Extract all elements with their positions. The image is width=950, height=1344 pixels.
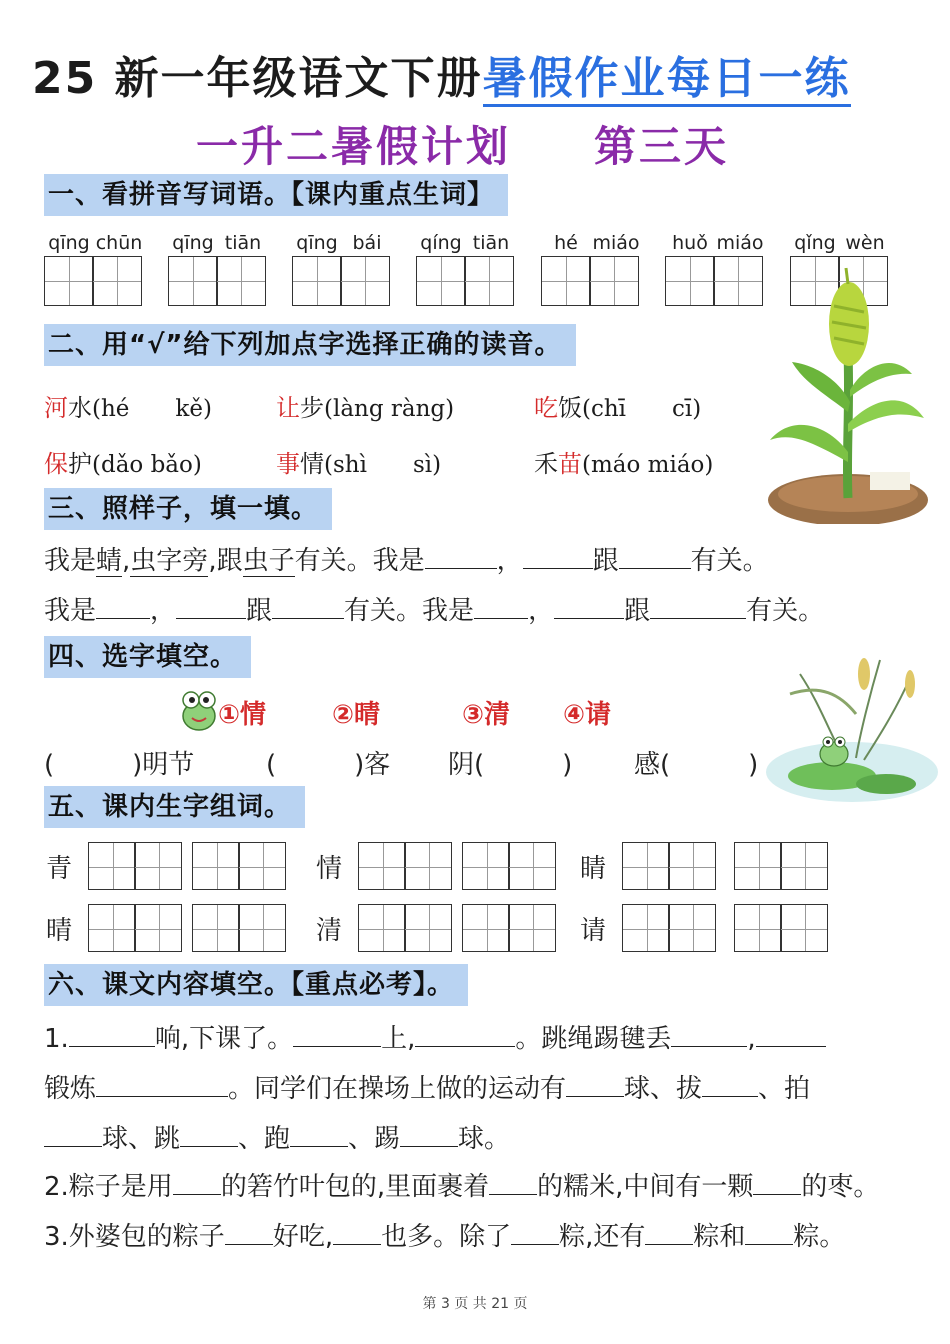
- writing-box[interactable]: [238, 904, 286, 952]
- pinyin-group: [416, 232, 516, 306]
- writing-box[interactable]: [780, 842, 828, 890]
- pron-item-3: 吃饭(chī cī): [534, 394, 702, 422]
- word-box-pair: [622, 902, 716, 952]
- option-2: ②晴: [332, 700, 381, 730]
- word-box-pair: [462, 902, 556, 952]
- writing-box[interactable]: [734, 904, 782, 952]
- s6-line-1: 1. 响,下课了。 上, 。跳绳踢毽丢 ,: [44, 1018, 826, 1055]
- word-box-pair: [88, 840, 182, 890]
- fill-blank-4: 感( ): [634, 750, 759, 780]
- word-box-pair: [358, 840, 452, 890]
- s6-line-5: 3.外婆包的粽子 好吃, 也多。除了 粽,还有 粽和 粽。: [44, 1222, 846, 1252]
- s3-line-1: 我是蜻,虫字旁,跟虫子有关。我是 ， 跟 有关。: [44, 546, 769, 576]
- pinyin-group: [292, 232, 392, 306]
- writing-box[interactable]: [88, 842, 136, 890]
- writing-box[interactable]: [622, 842, 670, 890]
- section-5-heading: 五、课内生字组词。: [44, 786, 305, 828]
- fill-blank-3: 阴( ): [448, 750, 573, 780]
- word-box-pair: [462, 840, 556, 890]
- pron-item-5: 事情(shì sì): [276, 450, 442, 478]
- pinyin-syllable: qīng: [48, 232, 90, 254]
- frog-pond-illustration: [760, 654, 938, 804]
- pron-item-2: 让步(làng ràng): [276, 394, 455, 422]
- writing-box[interactable]: [404, 904, 452, 952]
- word-box-pair: [734, 840, 828, 890]
- subtitle-day: 第三天: [594, 122, 730, 171]
- section-4-heading: 四、选字填空。: [44, 636, 251, 678]
- writing-box[interactable]: [622, 904, 670, 952]
- pinyin-syllable: wèn: [845, 232, 885, 254]
- option-1: ①情: [218, 700, 267, 730]
- pinyin-syllable: miáo: [716, 232, 764, 254]
- word-char: 青: [46, 854, 73, 884]
- word-char: 晴: [46, 916, 73, 946]
- word-box-pair: [622, 840, 716, 890]
- pinyin-syllable: huǒ: [672, 232, 708, 254]
- pinyin-group: [665, 232, 765, 306]
- pinyin-syllable: qīng: [296, 232, 338, 254]
- page-title: [32, 42, 851, 106]
- writing-box[interactable]: [292, 256, 342, 306]
- writing-box[interactable]: [92, 256, 142, 306]
- writing-box[interactable]: [780, 904, 828, 952]
- pinyin-syllable: chūn: [95, 232, 143, 254]
- writing-box[interactable]: [508, 842, 556, 890]
- sprout-illustration: [752, 262, 938, 524]
- s6-line-2: 锻炼 。同学们在操场上做的运动有 球、拔 、拍: [44, 1074, 811, 1104]
- section-1-heading: 一、看拼音写词语。【课内重点生词】: [44, 174, 508, 216]
- word-char: 请: [580, 916, 607, 946]
- writing-box[interactable]: [88, 904, 136, 952]
- writing-box[interactable]: [358, 842, 406, 890]
- pinyin-syllable: bái: [352, 232, 382, 254]
- word-char: 清: [316, 916, 343, 946]
- writing-box[interactable]: [668, 904, 716, 952]
- writing-box[interactable]: [734, 842, 782, 890]
- pinyin-syllable: qīng: [172, 232, 214, 254]
- writing-box[interactable]: [589, 256, 639, 306]
- section-2-heading: 二、用“√”给下列加点字选择正确的读音。: [44, 324, 576, 366]
- writing-box[interactable]: [541, 256, 591, 306]
- word-box-pair: [192, 902, 286, 952]
- fill-blank-1: ( )明节: [44, 750, 195, 780]
- pinyin-group: [541, 232, 641, 306]
- title-part1: 25 新一年级语文下册: [32, 53, 483, 104]
- writing-box[interactable]: [462, 904, 510, 952]
- writing-box[interactable]: [216, 256, 266, 306]
- writing-box[interactable]: [134, 842, 182, 890]
- writing-box[interactable]: [462, 842, 510, 890]
- pinyin-group: [44, 232, 144, 306]
- writing-box[interactable]: [340, 256, 390, 306]
- s6-line-3: 球、跳 、跑 、踢 球。: [44, 1118, 510, 1155]
- frog-icon: [178, 684, 220, 734]
- word-char: 情: [316, 854, 343, 884]
- writing-box[interactable]: [416, 256, 466, 306]
- writing-box[interactable]: [44, 256, 94, 306]
- word-box-pair: [734, 902, 828, 952]
- s3-line-2: 我是 ， 跟 有关。我是 ， 跟 有关。: [44, 596, 825, 626]
- word-box-pair: [358, 902, 452, 952]
- pron-item-6: 禾苗(máo miáo): [534, 450, 714, 478]
- writing-box[interactable]: [464, 256, 514, 306]
- option-3: ③清: [462, 700, 511, 730]
- writing-box[interactable]: [192, 842, 240, 890]
- pron-item-4: 保护(dǎo bǎo): [44, 450, 202, 478]
- writing-box[interactable]: [668, 842, 716, 890]
- writing-box[interactable]: [508, 904, 556, 952]
- pron-item-1: 河水(hé kě): [44, 394, 212, 422]
- pinyin-syllable: qǐng: [794, 232, 836, 254]
- s6-line-4: 2.粽子是用 的箬竹叶包的,里面裹着 的糯米,中间有一颗 的枣。: [44, 1172, 880, 1202]
- pinyin-syllable: tiān: [224, 232, 262, 254]
- writing-box[interactable]: [358, 904, 406, 952]
- title-part2: 暑假作业每日一练: [483, 53, 851, 107]
- subtitle-plan: 一升二暑假计划: [196, 122, 512, 171]
- writing-box[interactable]: [404, 842, 452, 890]
- writing-box[interactable]: [134, 904, 182, 952]
- option-4: ④请: [563, 700, 612, 730]
- writing-box[interactable]: [238, 842, 286, 890]
- page-footer: 第 3 页 共 21 页: [422, 1296, 528, 1312]
- fill-blank-2: ( )客: [266, 750, 391, 780]
- pinyin-group: [168, 232, 268, 306]
- word-box-pair: [192, 840, 286, 890]
- writing-box[interactable]: [192, 904, 240, 952]
- pinyin-syllable: miáo: [592, 232, 640, 254]
- pinyin-syllable: qíng: [420, 232, 462, 254]
- writing-box[interactable]: [665, 256, 715, 306]
- word-char: 睛: [580, 854, 607, 884]
- word-box-pair: [88, 902, 182, 952]
- writing-box[interactable]: [168, 256, 218, 306]
- section-6-heading: 六、课文内容填空。【重点必考】。: [44, 964, 468, 1006]
- section-3-heading: 三、照样子，填一填。: [44, 488, 332, 530]
- pinyin-syllable: tiān: [472, 232, 510, 254]
- pinyin-syllable: hé: [554, 232, 578, 254]
